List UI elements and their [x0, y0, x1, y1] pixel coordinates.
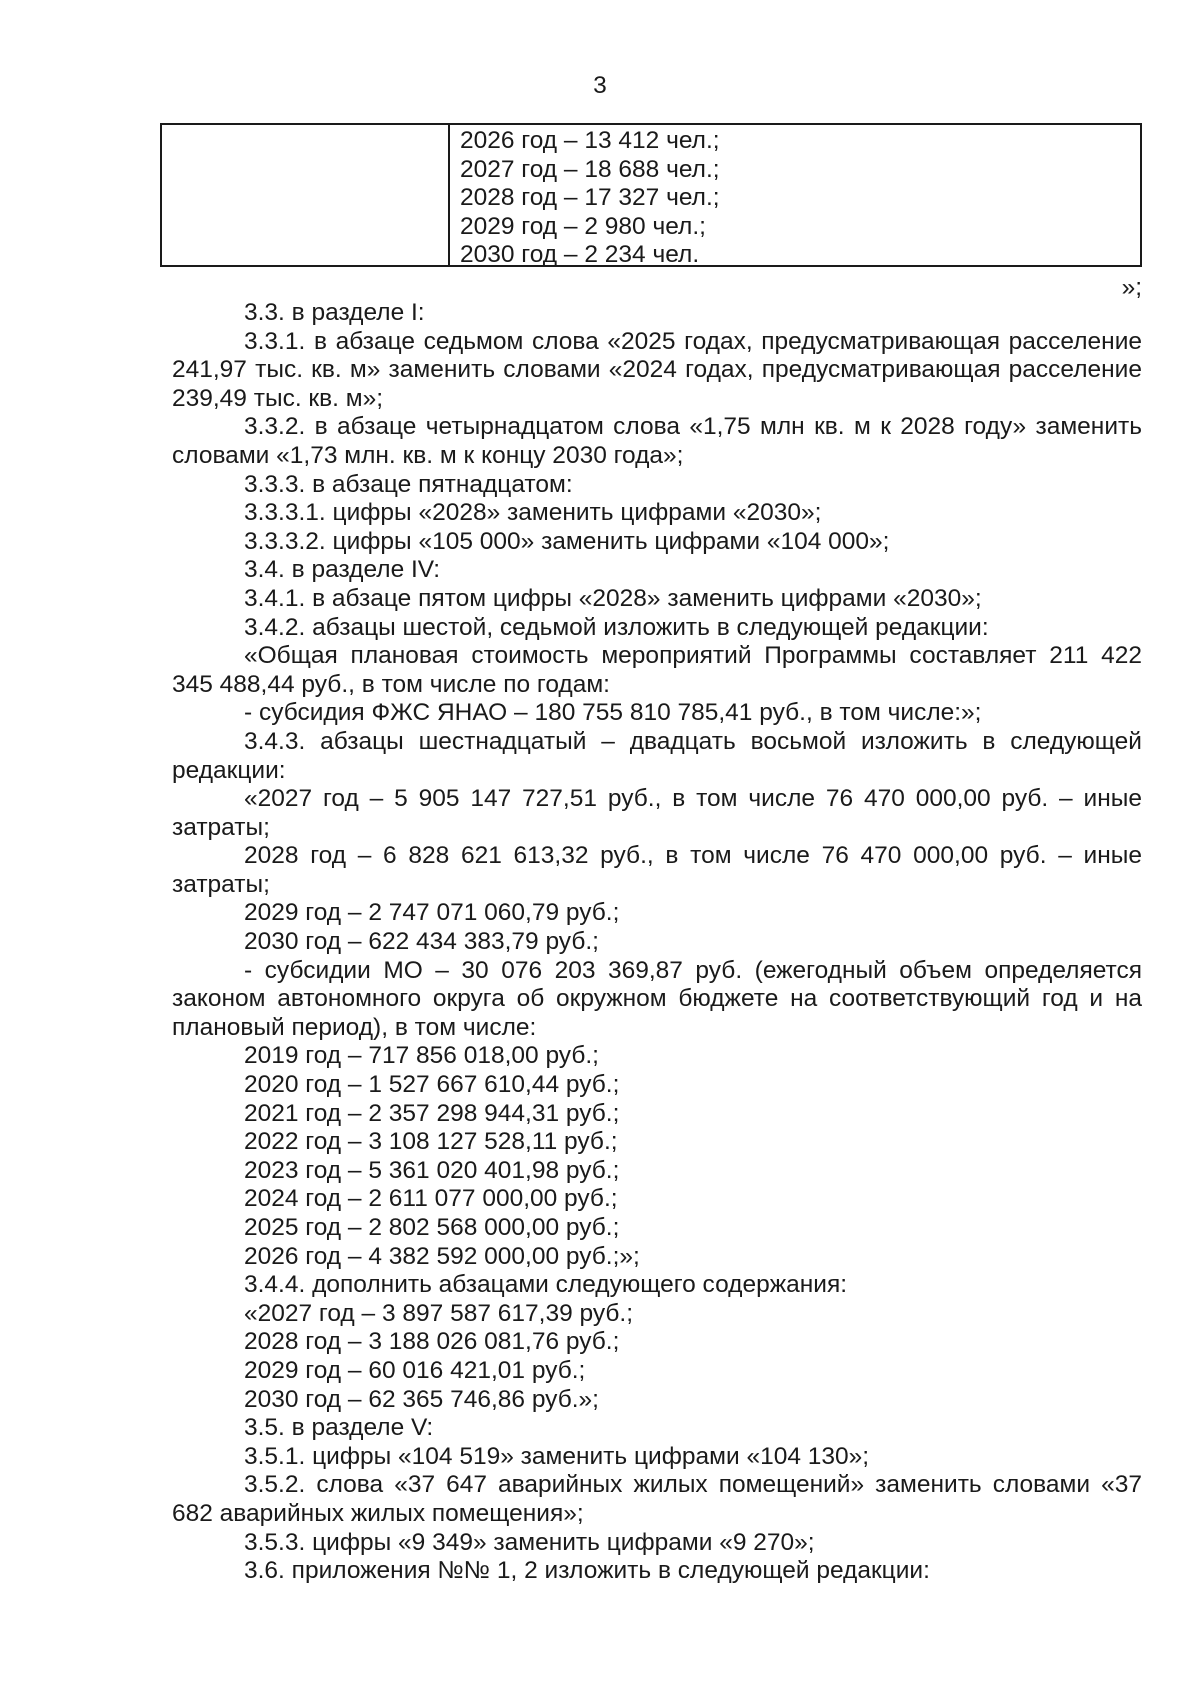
paragraph: 2025 год – 2 802 568 000,00 руб.; [244, 1214, 620, 1241]
paragraph: 2028 год – 6 828 621 613,32 руб., в том числе 76 470 000,00 руб. – иные затраты; [172, 842, 1142, 898]
paragraph: 3.3.2. в абзаце четырнадцатом слова «1,75 млн кв. м к 2028 году» заменить словами «1,73 млн. кв. м к концу 2030 года»; [172, 413, 1142, 469]
paragraph: - субсидии МО – 30 076 203 369,87 руб. (ежегодный объем определяется законом автономного округа об окружном бюджете на соответствующий год и на плановый период), в том числе: [172, 956, 1142, 1041]
document-body [172, 299, 1142, 1586]
table-closing-quote: »; [1121, 274, 1142, 301]
paragraph: 3.6. приложения №№ 1, 2 изложить в следующей редакции: [244, 1557, 930, 1585]
paragraph: 3.3. в разделе I: [244, 299, 425, 326]
paragraph: 3.4.1. в абзаце пятом цифры «2028» заменить цифрами «2030»; [244, 584, 982, 612]
paragraph: 2022 год – 3 108 127 528,11 руб.; [244, 1128, 618, 1156]
paragraph: 2019 год – 717 856 018,00 руб.; [244, 1042, 599, 1070]
paragraph: 3.3.3.1. цифры «2028» заменить цифрами «2030»; [244, 499, 822, 527]
paragraph: 2029 год – 2 747 071 060,79 руб.; [244, 899, 620, 927]
table-line: 2027 год – 18 688 чел.; [460, 155, 720, 183]
paragraph: 3.5. в разделе V: [244, 1414, 434, 1442]
paragraph: 3.3.3.2. цифры «105 000» заменить цифрами «104 000»; [244, 527, 890, 555]
paragraph: 2029 год – 60 016 421,01 руб.; [244, 1356, 586, 1384]
paragraph: 2021 год – 2 357 298 944,31 руб.; [244, 1099, 620, 1127]
paragraph: - субсидия ФЖС ЯНАО – 180 755 810 785,41 руб., в том числе:»; [244, 699, 982, 727]
paragraph: «Общая плановая стоимость мероприятий Программы составляет 211 422 345 488,44 руб., в том числе по годам: [172, 642, 1142, 698]
paragraph: 3.4.3. абзацы шестнадцатый – двадцать восьмой изложить в следующей редакции: [172, 727, 1142, 784]
paragraph: 2024 год – 2 611 077 000,00 руб.; [244, 1185, 618, 1213]
paragraph: «2027 год – 5 905 147 727,51 руб., в том числе 76 470 000,00 руб. – иные затраты; [172, 785, 1142, 841]
paragraph: 3.3.3. в абзаце пятнадцатом: [244, 470, 573, 498]
paragraph: 3.4.4. дополнить абзацами следующего содержания: [244, 1271, 848, 1299]
paragraph: 3.5.3. цифры «9 349» заменить цифрами «9 270»; [244, 1528, 815, 1556]
paragraph: 3.4.2. абзацы шестой, седьмой изложить в следующей редакции: [244, 613, 989, 641]
paragraph: 3.5.1. цифры «104 519» заменить цифрами «104 130»; [244, 1442, 870, 1470]
paragraph: 2030 год – 622 434 383,79 руб.; [244, 928, 599, 956]
table-line: 2029 год – 2 980 чел.; [460, 212, 706, 240]
paragraph: «2027 год – 3 897 587 617,39 руб.; [244, 1299, 634, 1327]
table-line: 2026 год – 13 412 чел.; [460, 127, 720, 154]
paragraph: 2020 год – 1 527 667 610,44 руб.; [244, 1071, 620, 1099]
paragraph: 3.4. в разделе IV: [244, 556, 441, 584]
paragraph: 2028 год – 3 188 026 081,76 руб.; [244, 1328, 620, 1356]
table-right-cell [450, 125, 1140, 269]
table-line: 2030 год – 2 234 чел. [460, 241, 700, 269]
table-line: 2028 год – 17 327 чел.; [460, 184, 720, 212]
page-number: 3 [593, 72, 607, 99]
paragraph: 2026 год – 4 382 592 000,00 руб.;»; [244, 1242, 640, 1270]
paragraph: 3.5.2. слова «37 647 аварийных жилых помещений» заменить словами «37 682 аварийных жилых помещения»; [172, 1471, 1142, 1527]
table-left-cell [162, 125, 450, 265]
paragraph: 3.3.1. в абзаце седьмом слова «2025 годах, предусматривающая расселение 241,97 тыс. кв. м» заменить словами «2024 годах, предусматривающая расселение 239,49 тыс. кв. м»; [172, 327, 1142, 412]
paragraph: 2030 год – 62 365 746,86 руб.»; [244, 1385, 599, 1413]
paragraph: 2023 год – 5 361 020 401,98 руб.; [244, 1156, 620, 1184]
continuation-table [160, 123, 1142, 267]
